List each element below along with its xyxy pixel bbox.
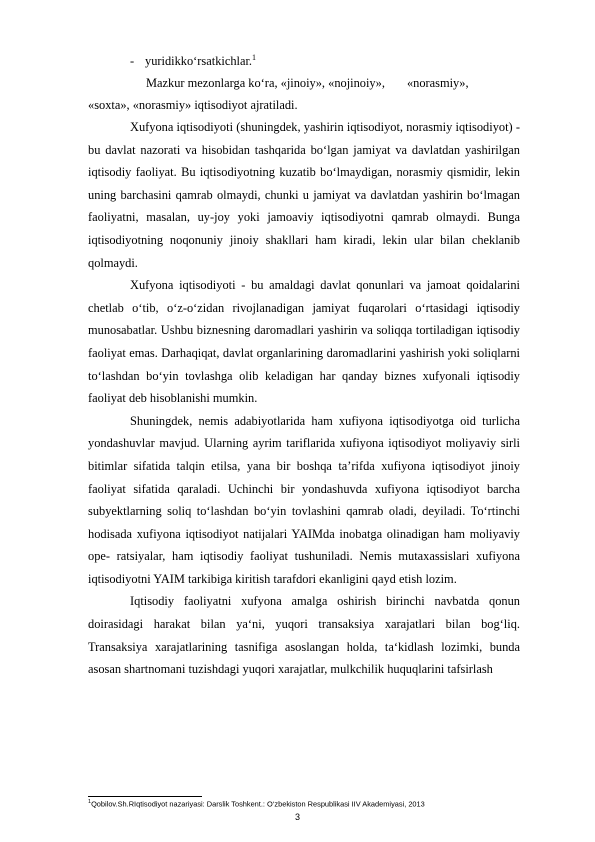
footnote-number: 1 <box>88 799 92 805</box>
footnote <box>88 799 425 808</box>
page-number: 3 <box>294 812 300 822</box>
footnote-text: Qobilov.Sh.RIqtisodiyot nazariyasi: Darslik Toshkent.: O‘zbekiston Respublikasi IIV Akademiyasi, 2013 <box>91 799 425 809</box>
document-body <box>88 50 520 681</box>
paragraph-1: Xufyona iqtisodiyoti (shuningdek, yashirin iqtisodiyot, norasmiy iqtisodiyot) - bu davlat nazorati va hisobidan tashqarida bo‘lgan jamiyat va davlatdan yashirilgan iqtisodiy faoliyat. Bu iqtisodiyotning kuzatib bo‘lmaydigan, norasmiy qismidir, lekin uning barchasini qamrab olmaydi, chunki u jamiyat va davlatdan yashirin bo‘lmagan faoliyatni, masalan, uy-joy yoki jamoaviy iqtisodiyotni qamrab olmaydi. Bunga iqtisodiyotning noqonuniy jinoiy shakllari ham kiradi, lekin ular bilan cheklanib qolmaydi. <box>88 120 520 270</box>
bullet-text: yuridikko‘rsatkichlar. <box>145 54 253 68</box>
footnote-reference: 1 <box>252 52 257 62</box>
paragraph-2: Xufyona iqtisodiyoti - bu amaldagi davlat qonunlari va jamoat qoidalarini chetlab o‘tib, o‘z-o‘zidan rivojlanadigan jamiyat fuqarolari o‘rtasidagi iqtisodiy munosabatlar. Ushbu biznesning daromadlari yashirin va soliqqa tortiladigan iqtisodiy faoliyat emas. Darhaqiqat, davlat organlarining daromadlarini yashirish yoki soliqlarni to‘lashdan bo‘yin tovlashga olib keladigan har qanday biznes xufyonali iqtisodiy faoliyat deb hisoblanishi mumkin. <box>88 278 520 406</box>
footnote-divider <box>88 796 202 797</box>
bullet-dash: - <box>130 54 135 68</box>
paragraph-3: Shuningdek, nemis adabiyotlarida ham xufiyona iqtisodiyotga oid turlicha yondashuvlar mavjud. Ularning ayrim tariflarida xufiyona iqtisodiyot moliyaviy sirli bitimlar sifatida talqin etilsa, yana bir boshqa ta’rifda xufiyona iqtisodiyot jinoiy faoliyat sifatida qaraladi. Uchinchi bir yondashuvda xufiyona iqtisodiyot barcha subyektlarning soliq to‘lashdan bo‘yin tovlashini qamrab oladi, deyiladi. To‘rtinchi hodisada xufiyona iqtisodiyot natijalari YAIMda inobatga olinadigan ham moliyaviy ope- ratsiyalar, ham iqtisodiy faoliyat tushuniladi. Nemis mutaxassislari xufiyona iqtisodiyotni YAIM tarkibiga kiritish tarafdori ekanligini qayd etish lozim. <box>88 413 520 586</box>
criteria-continuation: «soxta», «norasmiy» iqtisodiyot ajratiladi. <box>88 98 298 112</box>
paragraph-4: Iqtisodiy faoliyatni xufyona amalga oshirish birinchi navbatda qonun doirasidagi harakat bilan ya‘ni, yuqori transaksiya xarajatlari bilan bog‘liq. Transaksiya xarajatlarining tasnifiga asoslangan holda, ta‘kidlash lozimki, bunda asosan shartnomani tuzishdagi yuqori xarajatlar, mulkchilik huquqlarini tafsirlash <box>88 594 520 677</box>
criteria-line <box>88 72 520 94</box>
criteria-text-part1: Mazkur mezonlarga ko‘ra, «jinoiy», «nojinoiy», <box>146 76 385 90</box>
criteria-text-part2: «norasmiy», <box>406 76 469 90</box>
bullet-item <box>88 50 520 72</box>
